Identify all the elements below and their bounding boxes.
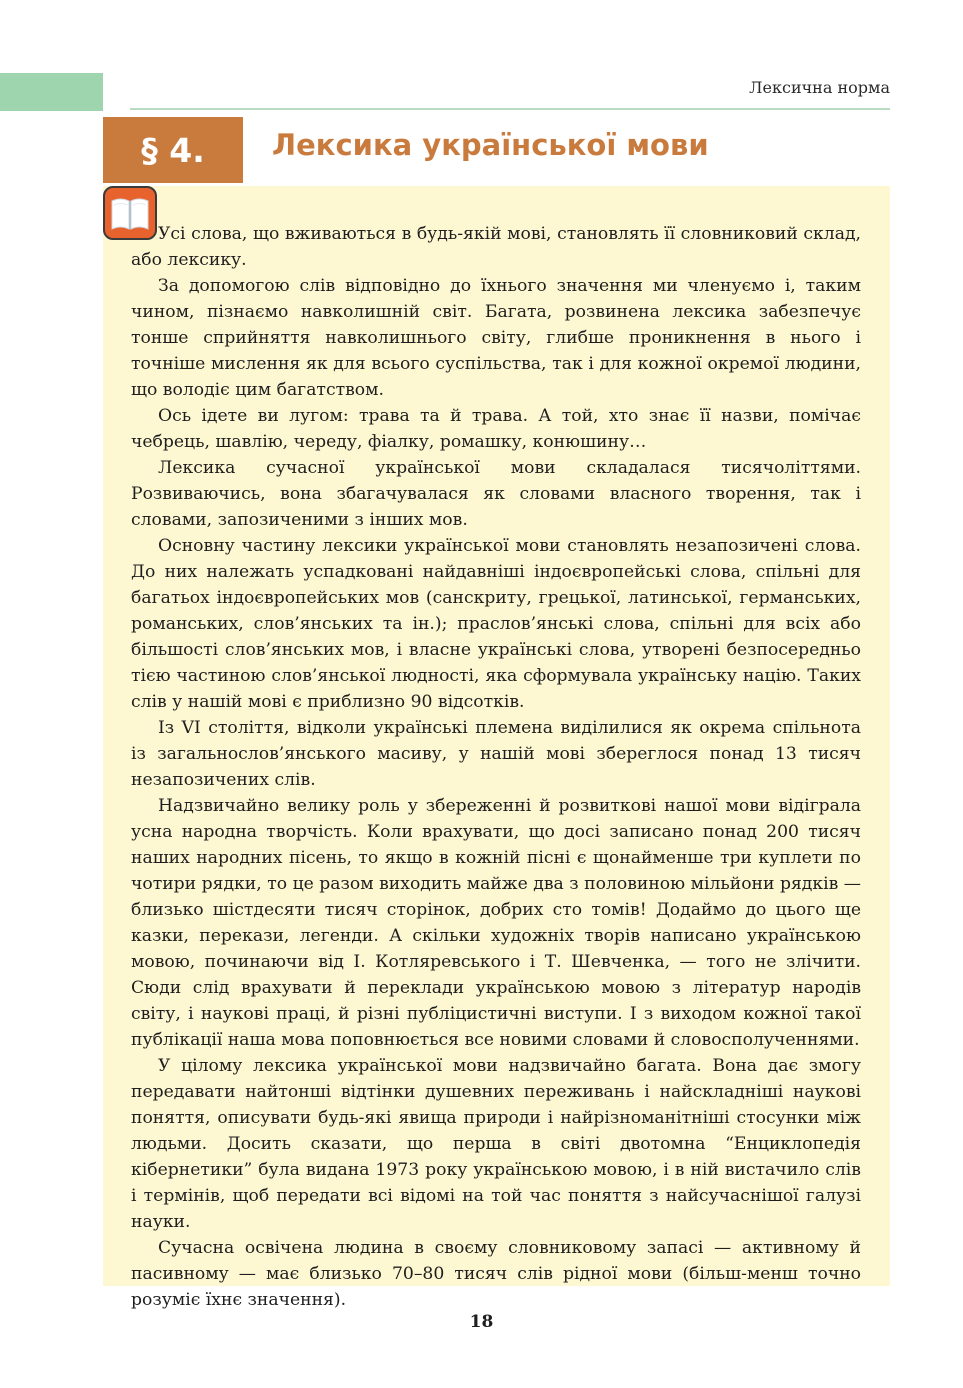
section-number-badge: § 4. [103,117,243,183]
section-title: Лексика української мови [272,128,709,162]
paragraph: Основну частину лексики української мови становлять незапозичені слова. До них належать успадковані найдавніші індоєвропейські слова, спільні для багатьох індоєвропейських мов (санскриту, грецької, латинської, германських, романських, слов’янських та ін.); праслов’янські слова, спільні для всіх або більшості слов’янських мов, і власне українські слова, утворені безпосередньо тією частиною слов’янської людності, яка сформувала українську націю. Таких слів у нашій мові є приблизно 90 відсотків. [131,536,861,712]
paragraph: Із VI століття, відколи українські племена виділилися як окрема спільнота із загальнослов’янського масиву, у нашій мові збереглося понад 13 тисяч незапозичених слів. [131,718,861,790]
header-color-tab [0,73,103,111]
paragraph: За допомогою слів відповідно до їхнього значення ми членуємо і, таким чином, пізнаємо навколишній світ. Багата, розвинена лексика забезпечує тонше сприйняття навколишнього світу, глибше проникнення в нього і точніше мислення як для всього суспільства, так і для кожної окремої людини, що володіє цим багатством. [131,276,861,400]
paragraph: Ось ідете ви лугом: трава та й трава. А той, хто знає її назви, помічає чебрець, шавлію, череду, фіалку, ромашку, конюшину… [131,406,861,452]
page-number: 18 [469,1312,494,1332]
paragraph: Усі слова, що вживаються в будь-якій мові, становлять її словниковий склад, або лексику. [131,224,861,270]
body-text [131,221,861,1313]
header-divider [130,108,890,110]
paragraph: Надзвичайно велику роль у збереженні й розвиткові нашої мови відіграла усна народна творчість. Коли врахувати, що досі записано понад 200 тисяч наших народних пісень, то якщо в кожній пісні є щонайменше три куплети по чотири рядки, то це разом виходить майже два з половиною мільйони рядків — близько шістдесяти тисяч сторінок, добрих сто томів! Додаймо до цього ще казки, перекази, легенди. А скільки художніх творів написано українською мовою, починаючи від І. Котляревського і Т. Шевченка, — того не злічити. Сюди слід врахувати й переклади українською мовою з літератур народів світу, і наукові праці, й різні публіцистичні виступи. І з виходом кожної такої публікації наша мова поповнюється все новими словами й словосполученнями. [131,796,861,1050]
paragraph: Сучасна освічена людина в своєму словниковому запасі — активному й пасивному — має близько 70–80 тисяч слів рідної мови (більш-менш точно розуміє їхнє значення). [131,1238,861,1310]
paragraph: У цілому лексика української мови надзвичайно багата. Вона дає змогу передавати найтонші відтінки душевних переживань і найскладніші наукові поняття, описувати будь-які явища природи і найрізноманітніші стосунки між людьми. Досить сказати, що перша в світі двотомна “Енциклопедія кібернетики” була видана 1973 року українською мовою, і в ній вистачило слів і термінів, щоб передати всі відомі на той час поняття з найсучаснішої галузі науки. [131,1056,861,1232]
paragraph: Лексика сучасної української мови складалася тисячоліттями. Розвиваючись, вона збагачувалася як словами власного творення, так і словами, запозиченими з інших мов. [131,458,861,530]
running-head: Лексична норма [749,78,890,97]
